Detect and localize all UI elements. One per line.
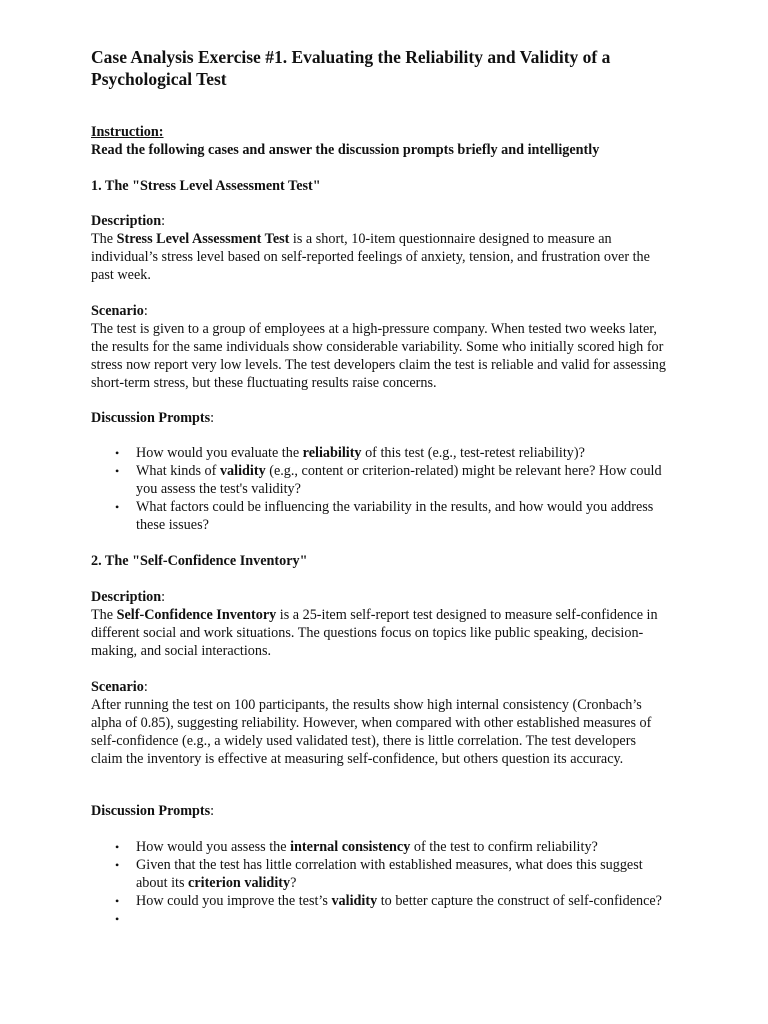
bullet-icon: • [115, 464, 120, 478]
case1-scenario-block: Scenario: The test is given to a group of employees at a high-pressure company. When tested two weeks later, the results for the same individuals show considerable variability. Some who initially scored high for stress now report very low levels. The test developers claim the test is reliable and valid for assessing short-term stress, but these fluctuating results raise concerns. [91, 302, 671, 392]
case1-prompts-heading: Discussion Prompts: [91, 410, 215, 426]
case2-scenario-label: Scenario [91, 679, 144, 695]
list-item: • How would you evaluate the reliability of this test (e.g., test-retest reliability)? [115, 445, 585, 461]
case2-description-text: The Self-Confidence Inventory is a 25-item self-report test designed to measure self-confidence in different social and work situations. The questions focus on topics like public speaking, decision-making, and social interactions. [91, 607, 658, 659]
case2-prompt-list [91, 838, 671, 928]
list-item: • Given that the test has little correlation with established measures, what does this suggest about its criterion validity? [115, 857, 643, 891]
bullet-icon: • [115, 912, 120, 926]
list-item: • How could you improve the test’s validity to better capture the construct of self-confidence? [115, 893, 662, 909]
instruction-text: Read the following cases and answer the discussion prompts briefly and intelligently [91, 142, 600, 158]
case2-heading: 2. The "Self-Confidence Inventory" [91, 553, 308, 569]
case2-description-block: Description: The Self-Confidence Inventory is a 25-item self-report test designed to measure self-confidence in different social and work situations. The questions focus on topics like public speaking, decision-making, and social interactions. [91, 588, 671, 660]
list-item [91, 910, 671, 928]
instruction-heading: Instruction: [91, 124, 164, 140]
case1-heading: 1. The "Stress Level Assessment Test" [91, 178, 321, 194]
bullet-icon: • [115, 858, 120, 872]
list-item: • How would you assess the internal consistency of the test to confirm reliability? [115, 839, 598, 855]
bullet-icon: • [115, 840, 120, 854]
list-item: • What factors could be influencing the variability in the results, and how would you address these issues? [115, 499, 654, 533]
case1-scenario-text: The test is given to a group of employees at a high-pressure company. When tested two weeks later, the results for the same individuals show considerable variability. Some who initially scored high for stress now report very low levels. The test developers claim the test is reliable and valid for assessing short-term stress, but these fluctuating results raise concerns. [91, 321, 666, 391]
case2-scenario-text: After running the test on 100 participants, the results show high internal consistency (Cronbach’s alpha of 0.85), suggesting reliability. However, when compared with other established measures of self-confidence (e.g., a widely used validated test), there is little correlation. The test developers claim the inventory is effective at measuring self-confidence, but others question its accuracy. [91, 697, 652, 767]
instruction-block [91, 123, 671, 159]
document-title: Case Analysis Exercise #1. Evaluating the Reliability and Validity of a Psychological Test [91, 47, 611, 89]
case1-scenario-label: Scenario [91, 303, 144, 319]
case1-description-text: The Stress Level Assessment Test is a short, 10-item questionnaire designed to measure an individual’s stress level based on self-reported feelings of anxiety, tension, and frustration over the past week. [91, 231, 650, 283]
bullet-icon: • [115, 500, 120, 514]
case1-prompt-list [91, 444, 671, 534]
bullet-icon: • [115, 446, 120, 460]
case1-description-label: Description [91, 213, 162, 229]
case2-prompts-heading: Discussion Prompts: [91, 803, 215, 819]
list-item: • What kinds of validity (e.g., content or criterion-related) might be relevant here? How could you assess the test's validity? [115, 463, 662, 497]
bullet-icon: • [115, 894, 120, 908]
case1-description-colon: : [161, 213, 166, 229]
case2-description-label: Description [91, 589, 162, 605]
case1-description-block [91, 212, 671, 284]
case2-scenario-block: Scenario: After running the test on 100 participants, the results show high internal consistency (Cronbach’s alpha of 0.85), suggesting reliability. However, when compared with other established measures of self-confidence (e.g., a widely used validated test), there is little correlation. The test developers claim the inventory is effective at measuring self-confidence, but others question its accuracy. [91, 678, 671, 768]
